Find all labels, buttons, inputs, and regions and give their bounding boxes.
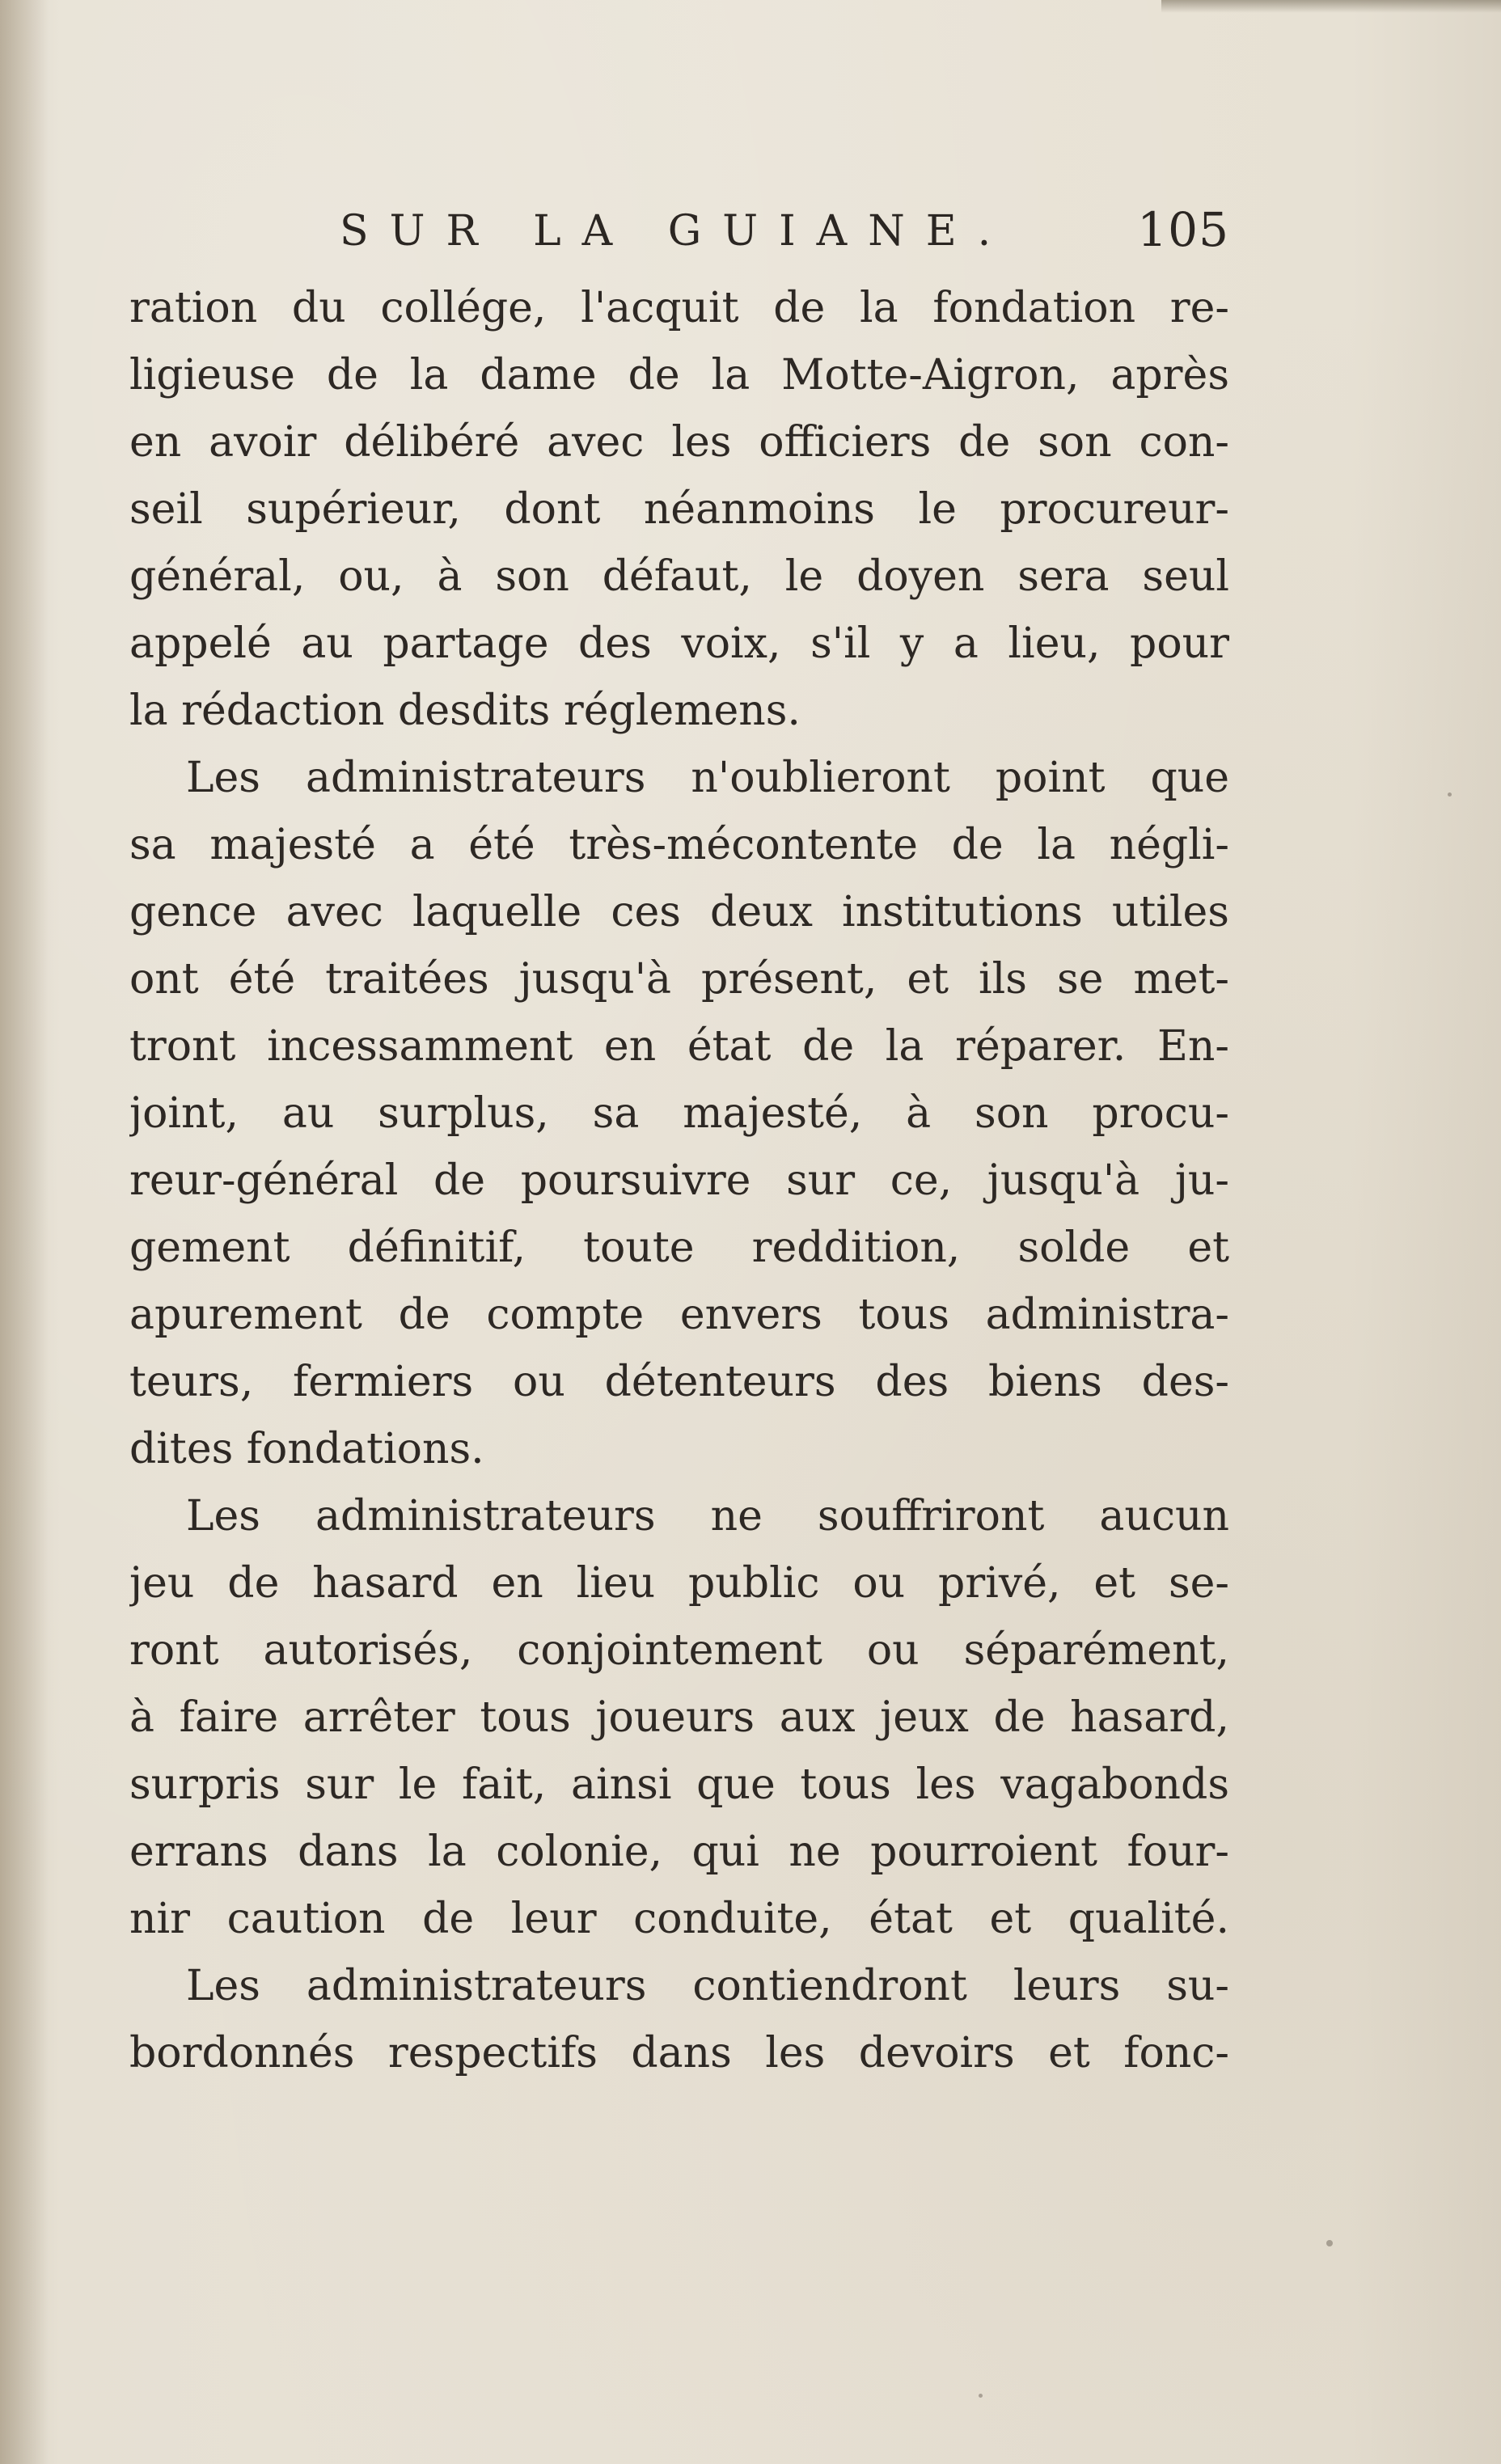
text-line: ont été traitées jusqu'à présent, et ils se met- (129, 955, 1229, 1004)
text-line: tront incessamment en état de la réparer. En- (129, 1022, 1229, 1071)
paper-speck (1326, 2240, 1333, 2246)
text-line: seil supérieur, dont néanmoins le procureur- (129, 485, 1229, 534)
paper-speck (979, 2394, 983, 2398)
text-line: en avoir délibéré avec les officiers de son con- (129, 418, 1229, 467)
text-line: à faire arrêter tous joueurs aux jeux de hasard, (129, 1693, 1229, 1742)
text-line: joint, au surplus, sa majesté, à son procu- (129, 1089, 1229, 1138)
text-line: appelé au partage des voix, s'il y a lieu, pour (129, 619, 1229, 668)
running-title: SUR LA GUIANE. (340, 207, 1013, 256)
text-line: reur-général de poursuivre sur ce, jusqu'à ju- (129, 1156, 1229, 1205)
text-line: sa majesté a été très-mécontente de la négli- (129, 821, 1229, 869)
text-line: gement définitif, toute reddition, solde et (129, 1224, 1229, 1272)
text-line: teurs, fermiers ou détenteurs des biens des- (129, 1358, 1229, 1406)
text-line: jeu de hasard en lieu public ou privé, et se- (129, 1559, 1229, 1608)
text-line: la rédaction desdits réglemens. (129, 687, 801, 735)
text-line: ront autorisés, conjointement ou séparément, (129, 1626, 1229, 1675)
text-line: dites fondations. (129, 1425, 484, 1473)
text-line: Les administrateurs contiendront leurs su- (186, 1962, 1229, 2010)
body-text (129, 275, 1229, 2087)
page-gutter-shadow (0, 0, 49, 2464)
text-line: ligieuse de la dame de la Motte-Aigron, après (129, 351, 1229, 399)
page-top-edge (1161, 0, 1501, 13)
text-line: errans dans la colonie, qui ne pourroient four- (129, 1828, 1229, 1876)
text-line: bordonnés respectifs dans les devoirs et fonc- (129, 2029, 1229, 2077)
page-header (129, 194, 1229, 275)
text-line: nir caution de leur conduite, état et qualité. (129, 1895, 1229, 1943)
text-line: Les administrateurs n'oublieront point que (186, 754, 1229, 802)
page-number: 105 (1137, 202, 1229, 257)
text-line: général, ou, à son défaut, le doyen sera seul (129, 552, 1229, 601)
text-line: Les administrateurs ne souffriront aucun (186, 1492, 1229, 1541)
text-line: gence avec laquelle ces deux institutions utiles (129, 888, 1229, 936)
paper-speck (1448, 792, 1452, 797)
text-line: surpris sur le fait, ainsi que tous les vagabonds (129, 1760, 1229, 1809)
text-line: ration du collége, l'acquit de la fondation re- (129, 284, 1229, 332)
text-line: apurement de compte envers tous administra- (129, 1291, 1229, 1339)
